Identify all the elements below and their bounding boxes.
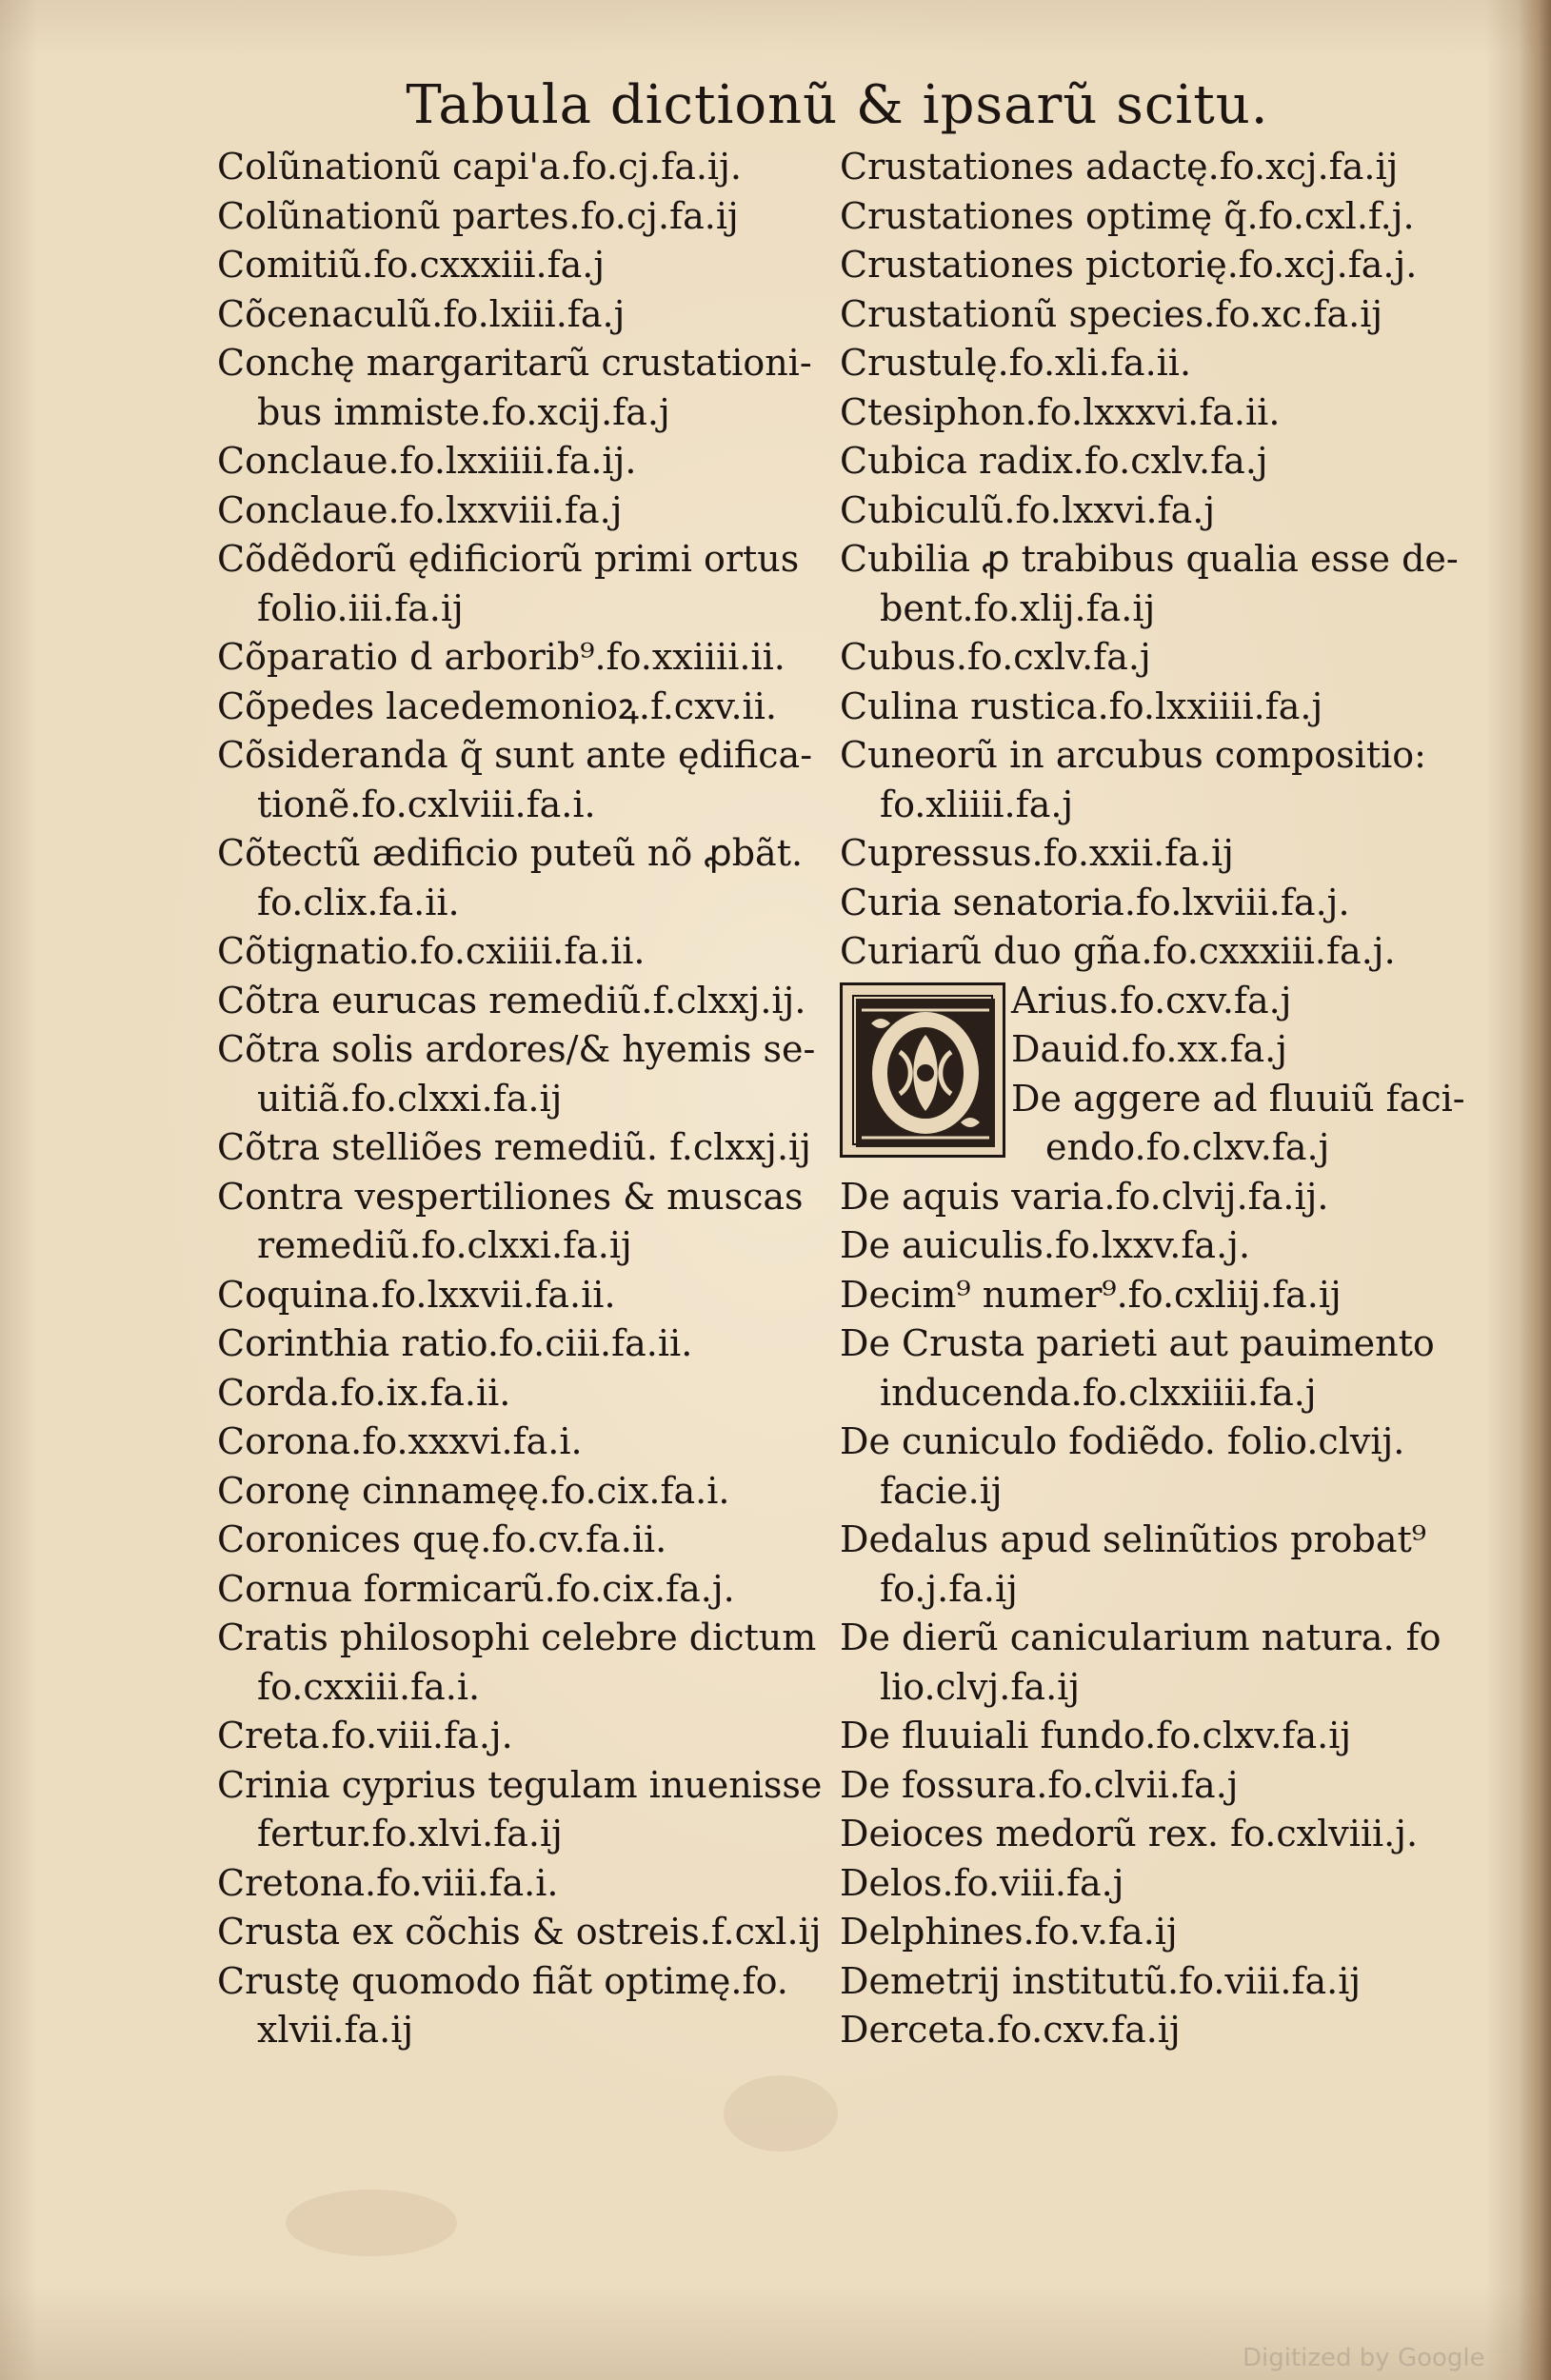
floral-initial-icon (843, 985, 1008, 1160)
index-entry (840, 879, 1449, 928)
index-entry (217, 290, 826, 340)
index-entry-continuation: tionẽ.fo.cxlviii.fa.i. (257, 783, 596, 825)
right-column-d-entries (840, 1173, 1449, 2055)
index-entry-text: De auiculis.fo.lxxv.fa.j. (840, 1224, 1251, 1266)
index-entry-text: Colũnationũ partes.fo.cj.fa.ij (217, 194, 739, 237)
index-entry-text: Contra vespertiliones & muscas (217, 1175, 804, 1218)
index-entry-text: Deioces medorũ rex. fo.cxlviii.j. (840, 1813, 1419, 1854)
index-entry-text: Crinia cyprius tegulam inuenisse (217, 1763, 823, 1806)
index-entry-text: Cubica radix.fo.cxlv.fa.j (840, 440, 1268, 482)
index-entry-text: Cõtra stelliões remediũ. f.clxxj.ij (217, 1126, 811, 1168)
stain (286, 2190, 457, 2256)
index-entry (217, 1565, 826, 1615)
index-entry-text: Cõtra eurucas remediũ.f.clxxj.ij. (217, 979, 806, 1021)
index-entry (840, 1761, 1449, 1811)
index-entry-text: Derceta.fo.cxv.fa.ij (840, 2009, 1181, 2051)
index-entry (217, 927, 826, 977)
index-entry-text: Cratis philosophi celebre dictum (217, 1616, 817, 1658)
index-entry (217, 1614, 826, 1712)
decorated-initial-d (840, 982, 1005, 1158)
index-entry-text: Crustationũ species.fo.xc.fa.ij (840, 292, 1383, 335)
index-entry-continuation: fo.xliiii.fa.j (880, 783, 1074, 825)
index-entry-continuation: uitiã.fo.clxxi.fa.ij (257, 1077, 563, 1120)
index-entry-continuation: fo.cxxiii.fa.i. (257, 1665, 481, 1708)
index-entry-text: Demetrij institutũ.fo.viii.fa.ij (840, 1959, 1362, 2002)
index-entry (1011, 1025, 1449, 1075)
index-entry (1011, 1075, 1465, 1173)
index-entry-text: Comitiũ.fo.cxxxiii.fa.j (217, 244, 606, 286)
index-entry-text: Crustationes optimę q̃.fo.cxl.f.j. (840, 194, 1415, 237)
index-entry-text: Crustę quomodo fiãt optimę.fo. (217, 1959, 788, 2002)
index-entry-text: Cubiculũ.fo.lxxvi.fa.j (840, 488, 1216, 531)
index-entry-text: Corda.fo.ix.fa.ii. (217, 1371, 511, 1414)
index-entry (217, 1025, 826, 1123)
index-entry-text: De aquis varia.fo.clvij.fa.ij. (840, 1175, 1329, 1218)
index-entry-text: Creta.fo.viii.fa.j. (217, 1715, 513, 1756)
index-entry-text: Cõdẽdorũ ędificiorũ primi ortus (217, 538, 800, 580)
index-entry (217, 1271, 826, 1320)
index-entry (217, 535, 826, 633)
index-entry (840, 829, 1449, 879)
index-entry-text: Conclaue.fo.lxxiiii.fa.ij. (217, 440, 637, 482)
index-entry (217, 1369, 826, 1418)
index-entry-text: Crustationes pictorię.fo.xcj.fa.j. (840, 244, 1418, 286)
index-entry-text: Coronices quę.fo.cv.fa.ii. (217, 1518, 667, 1560)
index-entry-text: Corona.fo.xxxvi.fa.i. (217, 1420, 583, 1462)
index-entry-text: Conclaue.fo.lxxviii.fa.j (217, 488, 623, 531)
initial-entries (1011, 977, 1465, 1173)
index-entry-text: Coquina.fo.lxxvii.fa.ii. (217, 1273, 616, 1316)
page-edge-shadow (1519, 0, 1551, 2380)
index-entry (217, 1712, 826, 1761)
index-entry-text: Cõparatio d arborib⁹.fo.xxiiii.ii. (217, 636, 785, 678)
index-entry (217, 486, 826, 536)
index-entry (217, 1957, 826, 2055)
index-entry (840, 633, 1449, 683)
index-entry (840, 683, 1449, 732)
index-entry (840, 1859, 1449, 1909)
index-entry (217, 339, 826, 437)
index-entry-continuation: fo.j.fa.ij (880, 1567, 1018, 1610)
index-entry-text: De cuniculo fodiẽdo. folio.clvij. (840, 1420, 1405, 1462)
index-entry-continuation: facie.ij (880, 1469, 1003, 1512)
index-entry (840, 1908, 1449, 1957)
index-entry (840, 143, 1449, 192)
index-entry (840, 2006, 1449, 2055)
index-entry-text: Cõtectũ ædificio puteũ nõ ꝓbãt. (217, 832, 804, 874)
index-entry-text: Cubilia ꝓ trabibus qualia esse de- (840, 538, 1459, 580)
index-entry-text: De aggere ad fluuiũ faci- (1011, 1077, 1465, 1120)
index-entry-continuation: remediũ.fo.clxxi.fa.ij (257, 1224, 632, 1266)
index-entry-text: Cuneorũ in arcubus compositio: (840, 734, 1426, 776)
index-entry-continuation: bent.fo.xlij.fa.ij (880, 586, 1156, 629)
index-entry-text: Cõtignatio.fo.cxiiii.fa.ii. (217, 930, 646, 972)
index-entry (217, 829, 826, 927)
index-entry (840, 1173, 1449, 1222)
index-entry (217, 1761, 826, 1859)
index-entry-text: Conchę margaritarũ crustationi- (217, 342, 812, 384)
decorated-initial-block (840, 977, 1465, 1173)
index-entry (217, 683, 826, 732)
index-entry (217, 1859, 826, 1909)
index-entry-text: Ctesiphon.fo.lxxxvi.fa.ii. (840, 390, 1281, 433)
index-entry (840, 339, 1449, 388)
index-entry-text: Delos.fo.viii.fa.j (840, 1861, 1124, 1904)
index-entry-continuation: lio.clvj.fa.ij (880, 1665, 1081, 1708)
stain (724, 2075, 838, 2152)
index-entry (217, 1516, 826, 1565)
index-entry-text: Cubus.fo.cxlv.fa.j (840, 636, 1151, 678)
index-entry-text: Cõtra solis ardores/& hyemis se- (217, 1028, 816, 1070)
index-entry-continuation: bus immiste.fo.xcij.fa.j (257, 390, 670, 433)
index-entry-text: Curiarũ duo gña.fo.cxxxiii.fa.j. (840, 930, 1396, 972)
index-entry-text: Cõsideranda q̃ sunt ante ędifica- (217, 734, 813, 776)
left-index-column (217, 143, 826, 2055)
index-entry (840, 1810, 1449, 1859)
right-index-column (840, 143, 1465, 2055)
index-entry (217, 1908, 826, 1957)
right-column-c-entries (840, 143, 1459, 977)
index-entry-continuation: fertur.fo.xlvi.fa.ij (257, 1813, 563, 1854)
index-entry-continuation: endo.fo.clxv.fa.j (1045, 1126, 1330, 1168)
digitization-watermark: Digitized by Google (1243, 2344, 1485, 2372)
index-entry-continuation: fo.clix.fa.ii. (257, 881, 460, 923)
index-entry (840, 731, 1449, 829)
index-entry (217, 1418, 826, 1467)
index-entry (840, 437, 1449, 486)
index-entry-text: De fluuiali fundo.fo.clxv.fa.ij (840, 1715, 1352, 1756)
index-entry-text: Decim⁹ numer⁹.fo.cxliij.fa.ij (840, 1273, 1342, 1316)
index-entry (217, 1467, 826, 1517)
index-entry (840, 388, 1449, 438)
index-entry-text: Colũnationũ capi'a.fo.cj.fa.ij. (217, 146, 742, 188)
index-entry-continuation: folio.iii.fa.ij (257, 586, 464, 629)
index-entry (217, 1173, 826, 1271)
index-entry (840, 535, 1459, 633)
index-entry-text: Crusta ex cõchis & ostreis.f.cxl.ij (217, 1911, 822, 1953)
index-entry-text: Coronę cinnamęę.fo.cix.fa.i. (217, 1469, 730, 1512)
index-entry-text: Arius.fo.cxv.fa.j (1011, 979, 1292, 1021)
index-entry (217, 1319, 826, 1369)
index-entry-continuation: xlvii.fa.ij (257, 2009, 414, 2051)
index-entry (840, 1957, 1449, 2007)
index-entry (840, 1271, 1449, 1320)
index-entry (840, 927, 1449, 977)
index-entry (217, 192, 826, 242)
index-entry (840, 241, 1449, 290)
index-entry-text: Cornua formicarũ.fo.cix.fa.j. (217, 1567, 735, 1610)
index-entry-text: Dauid.fo.xx.fa.j (1011, 1028, 1288, 1070)
index-entry (840, 486, 1449, 536)
index-entry (217, 633, 826, 683)
index-entry-text: Cõpedes lacedemonioꝝ.f.cxv.ii. (217, 684, 777, 727)
index-entry (217, 437, 826, 486)
index-entry-text: Corinthia ratio.fo.ciii.fa.ii. (217, 1322, 693, 1364)
index-entry-text: Culina rustica.fo.lxxiiii.fa.j (840, 684, 1323, 727)
index-entry (217, 977, 826, 1026)
index-entry-text: Delphines.fo.v.fa.ij (840, 1911, 1178, 1953)
index-entry-text: De fossura.fo.clvii.fa.j (840, 1763, 1239, 1806)
index-entry-text: Cupressus.fo.xxii.fa.ij (840, 832, 1234, 874)
index-entry-text: Cõcenaculũ.fo.lxiii.fa.j (217, 292, 626, 335)
index-entry-continuation: inducenda.fo.clxxiiii.fa.j (880, 1371, 1317, 1414)
index-entry (840, 290, 1449, 340)
index-entry (840, 1418, 1449, 1516)
index-entry (840, 1221, 1449, 1271)
index-entry (217, 1123, 826, 1173)
index-entry-text: Crustulę.fo.xli.fa.ii. (840, 342, 1192, 384)
index-entry (840, 1516, 1449, 1614)
page-title: Tabula dictionũ & ipsarũ scitu. (406, 74, 1269, 136)
index-entry (217, 241, 826, 290)
index-entry-text: Curia senatoria.fo.lxviii.fa.j. (840, 881, 1350, 923)
index-entry (840, 1712, 1449, 1761)
index-entry-text: Dedalus apud selinũtios probat⁹ (840, 1518, 1426, 1560)
index-entry (840, 1614, 1449, 1712)
index-entry (840, 192, 1449, 242)
index-entry (217, 143, 826, 192)
index-entry-text: Cretona.fo.viii.fa.i. (217, 1861, 559, 1904)
index-entry-text: Crustationes adactę.fo.xcj.fa.ij (840, 146, 1399, 188)
index-entry-text: De Crusta parieti aut pauimento (840, 1322, 1435, 1364)
index-entry-text: De dierũ canicularium natura. fo (840, 1616, 1442, 1658)
index-entry (1011, 977, 1449, 1026)
index-entry (840, 1319, 1449, 1418)
index-entry (217, 731, 826, 829)
